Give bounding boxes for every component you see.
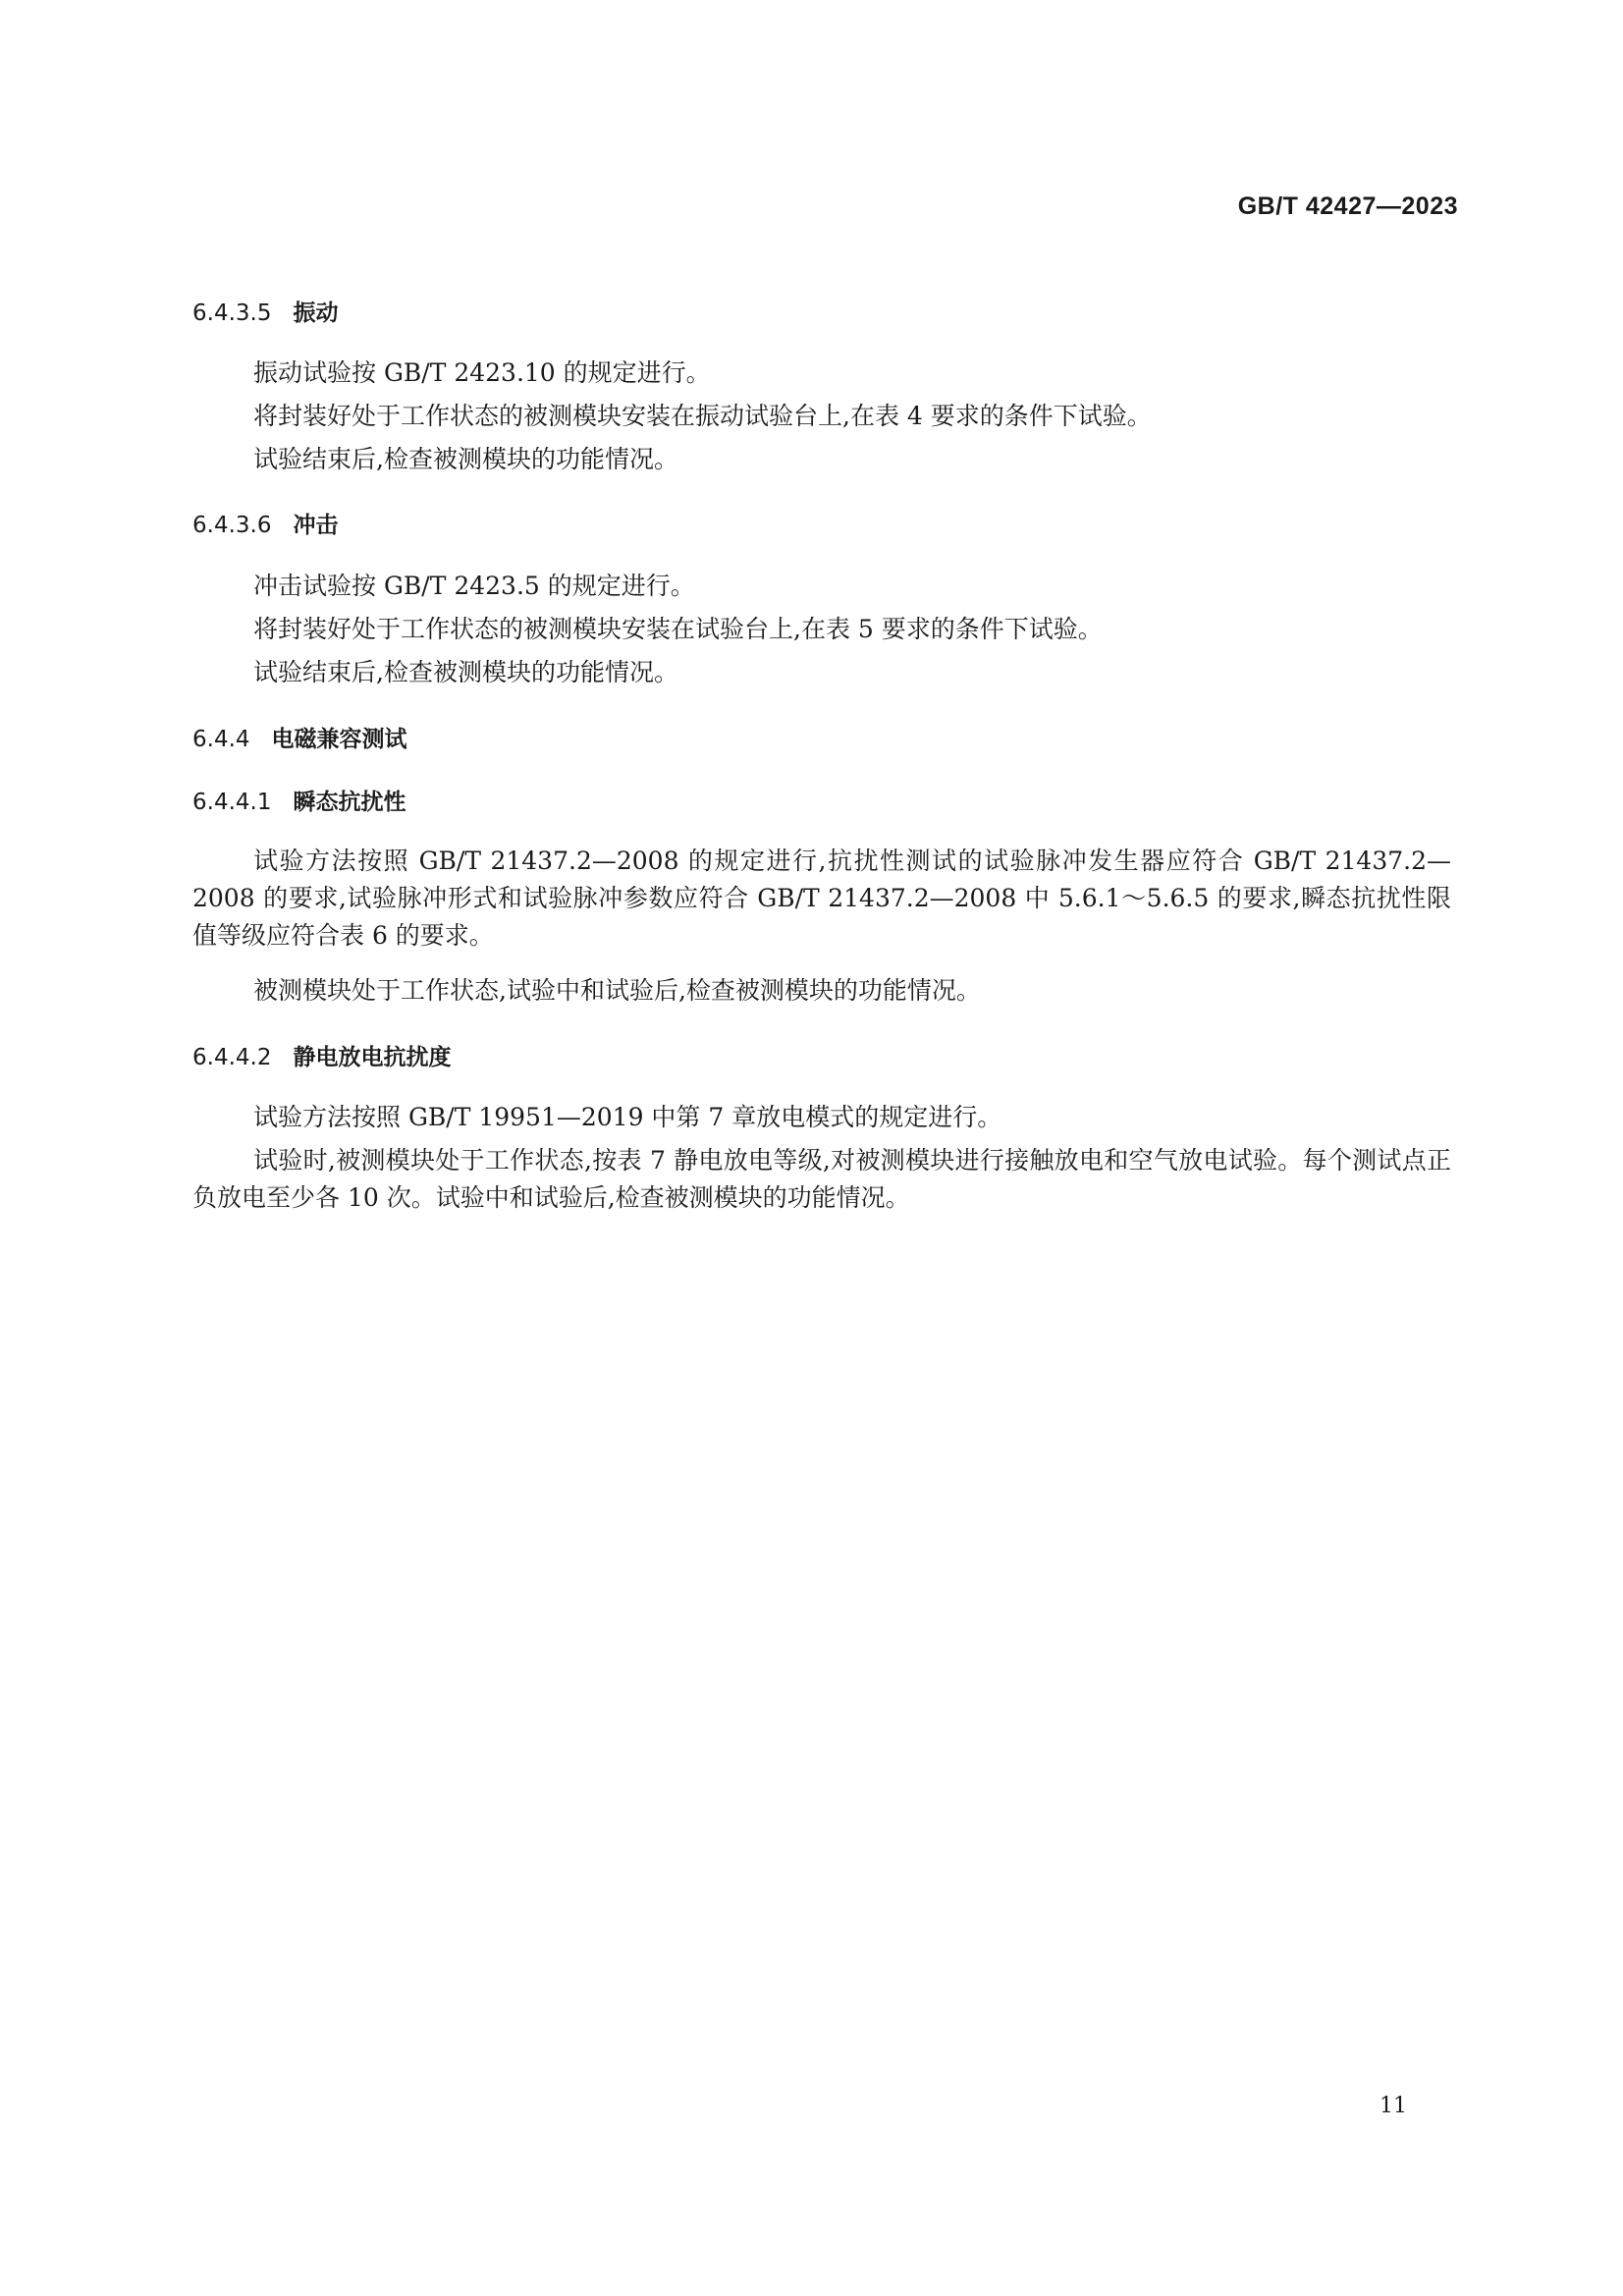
section-title: 电磁兼容测试 xyxy=(271,727,407,752)
section-heading xyxy=(192,295,338,327)
section-heading xyxy=(192,721,407,753)
page-number: 11 xyxy=(1380,2094,1407,2118)
paragraph: 试验结束后,检查被测模块的功能情况。 xyxy=(253,658,678,686)
section-heading xyxy=(192,1039,451,1071)
section-title: 瞬态抗扰性 xyxy=(293,790,406,815)
paragraph: 振动试验按 GB/T 2423.10 的规定进行。 xyxy=(253,358,711,387)
section-number: 6.4.4.1 xyxy=(192,790,272,815)
section-heading xyxy=(192,784,406,816)
section-number: 6.4.4.2 xyxy=(192,1045,272,1070)
section-number: 6.4.3.6 xyxy=(192,513,272,538)
paragraph: 冲击试验按 GB/T 2423.5 的规定进行。 xyxy=(253,572,695,600)
paragraph: 将封装好处于工作状态的被测模块安装在振动试验台上,在表 4 要求的条件下试验。 xyxy=(253,402,1152,430)
standard-number: GB/T 42427—2023 xyxy=(1237,192,1458,220)
section-title: 静电放电抗扰度 xyxy=(293,1045,452,1070)
section-heading xyxy=(192,507,338,539)
paragraph: 试验时,被测模块处于工作状态,按表 7 静电放电等级,对被测模块进行接触放电和空气放电试验。每个测试点正负放电至少各 10 次。试验中和试验后,检查被测模块的功能情况。 xyxy=(192,1146,1451,1212)
paragraph: 试验结束后,检查被测模块的功能情况。 xyxy=(253,445,678,473)
section-title: 振动 xyxy=(293,301,339,326)
section-title: 冲击 xyxy=(293,513,339,538)
paragraph: 将封装好处于工作状态的被测模块安装在试验台上,在表 5 要求的条件下试验。 xyxy=(253,615,1103,643)
paragraph: 被测模块处于工作状态,试验中和试验后,检查被测模块的功能情况。 xyxy=(253,976,981,1005)
section-number: 6.4.3.5 xyxy=(192,301,272,326)
paragraph: 试验方法按照 GB/T 19951—2019 中第 7 章放电模式的规定进行。 xyxy=(253,1103,1002,1131)
section-number: 6.4.4 xyxy=(192,727,250,752)
paragraph: 试验方法按照 GB/T 21437.2—2008 的规定进行,抗扰性测试的试验脉冲发生器应符合 GB/T 21437.2—2008 的要求,试验脉冲形式和试验脉冲参数应符合 GB/T 21437.2—2008 中 5.6.1～5.6.5 的要求,瞬态抗扰性限值等级应符合表 6 的要求。 xyxy=(192,847,1451,950)
